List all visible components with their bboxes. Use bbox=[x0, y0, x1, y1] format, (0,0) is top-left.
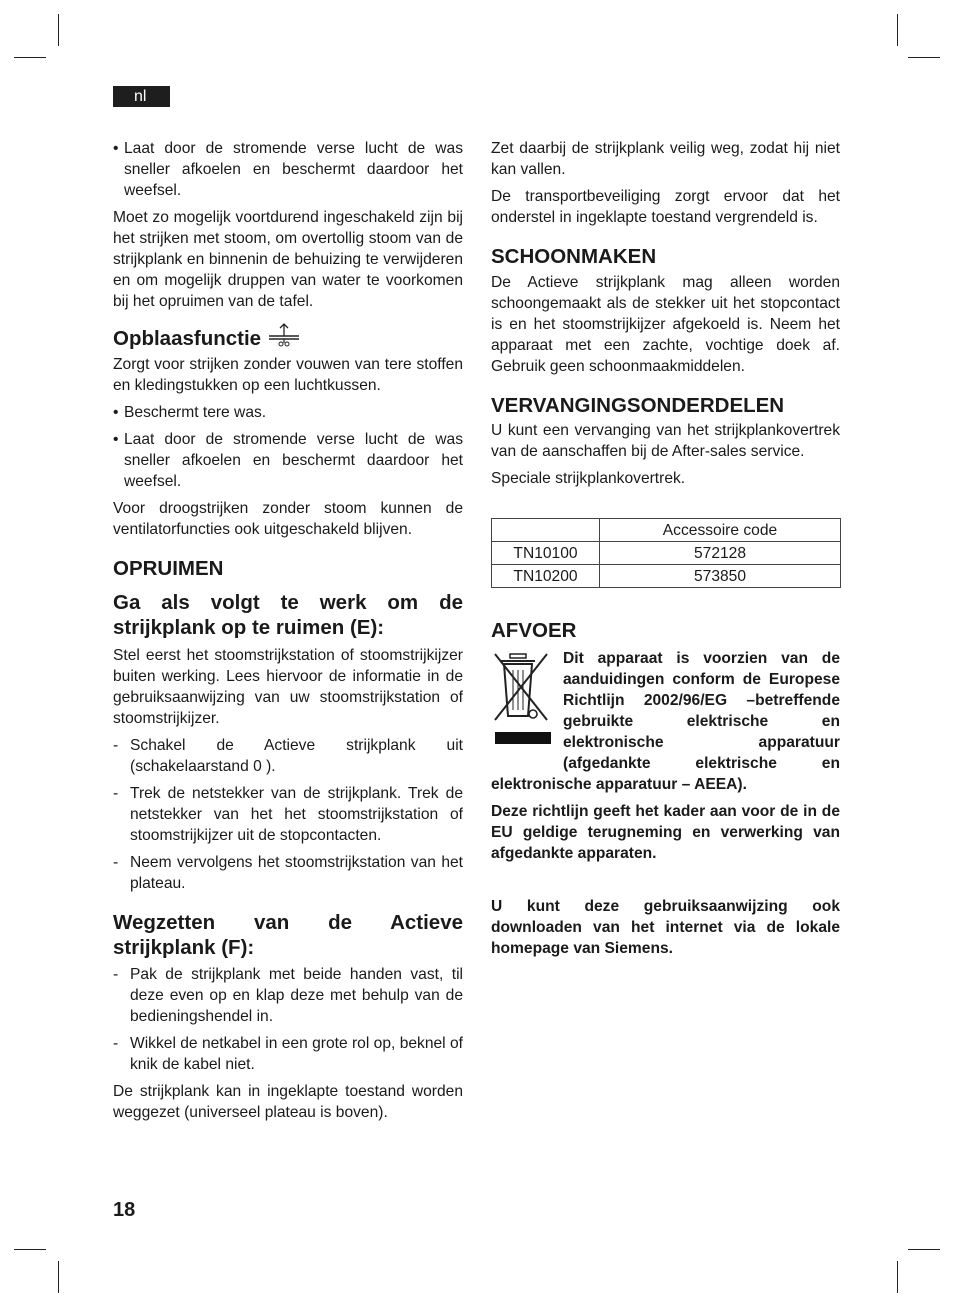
table-cell: Accessoire code bbox=[600, 519, 841, 542]
table-row bbox=[492, 542, 841, 565]
paragraph: Voor droogstrijken zonder stoom kunnen de ventilatorfuncties ook uitgeschakeld blijven. bbox=[113, 500, 463, 538]
heading-afvoer: AFVOER bbox=[491, 619, 577, 642]
weee-text: Dit apparaat is voorzien van de aanduidingen conform de Europese Richtlijn 2002/96/EG –betreffende gebruikte elektrische en elektronische apparatuur (afgedankte elektrische en elektronische apparatuur – AEEA). bbox=[491, 650, 840, 793]
heading-schoonmaken: SCHOONMAKEN bbox=[491, 245, 657, 268]
crop-mark bbox=[908, 57, 940, 58]
right-column bbox=[491, 138, 840, 965]
weee-directive-text: Deze richtlijn geeft het kader aan voor de in de EU geldige terugneming en verwerking van afgedankte apparaten. bbox=[491, 803, 840, 862]
paragraph: U kunt een vervanging van het strijkplankovertrek van de aanschaffen bij de After-sales service. bbox=[491, 422, 840, 460]
bullet-item: • Laat door de stromende verse lucht de was sneller afkoelen en beschermt daardoor het weefsel. bbox=[113, 140, 463, 199]
dash-item: - Neem vervolgens het stoomstrijkstation van het plateau. bbox=[113, 854, 463, 892]
download-text: U kunt deze gebruiksaanwijzing ook downloaden van het internet via de lokale homepage van Siemens. bbox=[491, 898, 840, 957]
crop-mark bbox=[58, 14, 59, 46]
crop-mark bbox=[908, 1249, 940, 1250]
table-cell: 572128 bbox=[600, 542, 841, 565]
accessory-table bbox=[491, 518, 841, 588]
paragraph: Zet daarbij de strijkplank veilig weg, zodat hij niet kan vallen. bbox=[491, 140, 840, 178]
bullet-item: • Beschermt tere was. bbox=[113, 404, 267, 421]
page-number: 18 bbox=[113, 1199, 136, 1221]
paragraph: De Actieve strijkplank mag alleen worden schoongemaakt als de stekker uit het stopcontact is en het stoomstrijkijzer afgekoeld is. Neem het apparaat met een zachte, vochtige doek af. Gebruik geen schoonmaakmiddelen. bbox=[491, 274, 840, 375]
table-cell bbox=[492, 519, 600, 542]
crop-mark bbox=[14, 57, 46, 58]
table-row bbox=[492, 565, 841, 588]
heading-vervangingsonderdelen: VERVANGINGSONDERDELEN bbox=[491, 394, 785, 417]
dash-item: - Trek de netstekker van de strijkplank. Trek de netstekker van het het stoomstrijkstation of stoomstrijkijzer uit de stopcontacten. bbox=[113, 785, 463, 844]
crop-mark bbox=[58, 1261, 59, 1293]
heading-opblaasfunctie: Opblaasfunctie bbox=[113, 326, 463, 351]
section-opblaasfunctie bbox=[113, 326, 463, 351]
heading-opruimen-steps: Ga als volgt te werk om de strijkplank op te ruimen (E): bbox=[113, 591, 463, 639]
crop-mark bbox=[14, 1249, 46, 1250]
left-column bbox=[113, 138, 463, 1129]
paragraph: De strijkplank kan in ingeklapte toestand worden weggezet (universeel plateau is boven). bbox=[113, 1083, 463, 1121]
table-header-row bbox=[492, 519, 841, 542]
inflate-icon bbox=[267, 322, 301, 348]
dash-item: - Pak de strijkplank met beide handen vast, til deze even op en klap deze met behulp van de bedieningshendel in. bbox=[113, 966, 463, 1025]
heading-opruimen: OPRUIMEN bbox=[113, 557, 224, 580]
paragraph: Stel eerst het stoomstrijkstation of stoomstrijkijzer buiten werking. Lees hiervoor de informatie in de gebruiksaanwijzing van uw stoomstrijkstation of stoomstrijkijzer. bbox=[113, 647, 463, 727]
table-cell: 573850 bbox=[600, 565, 841, 588]
paragraph: Speciale strijkplankovertrek. bbox=[491, 470, 686, 487]
paragraph: De transportbeveiliging zorgt ervoor dat het onderstel in ingeklapte toestand vergrendeld is. bbox=[491, 188, 840, 226]
language-tab: nl bbox=[113, 86, 170, 107]
heading-wegzetten: Wegzetten van de Actieve strijkplank (F): bbox=[113, 911, 463, 959]
weee-block bbox=[491, 648, 840, 864]
dash-item: - Wikkel de netkabel in een grote rol op, beknel of knik de kabel niet. bbox=[113, 1035, 463, 1073]
paragraph: Moet zo mogelijk voortdurend ingeschakeld zijn bij het strijken met stoom, om overtollig stoom van de strijkplank en binnenin de behuizing te verwijderen en om mogelijk druppen van water te voorkomen bij het opruimen van de tafel. bbox=[113, 209, 463, 310]
crop-mark bbox=[897, 14, 898, 46]
dash-item: - Schakel de Actieve strijkplank uit (schakelaarstand 0 ). bbox=[113, 737, 463, 775]
bullet-item: • Laat door de stromende verse lucht de was sneller afkoelen en beschermt daardoor het weefsel. bbox=[113, 431, 463, 490]
crop-mark bbox=[897, 1261, 898, 1293]
table-cell: TN10100 bbox=[492, 542, 600, 565]
table-cell: TN10200 bbox=[492, 565, 600, 588]
weee-bin-icon bbox=[491, 650, 553, 750]
paragraph: Zorgt voor strijken zonder vouwen van tere stoffen en kledingstukken op een luchtkussen. bbox=[113, 356, 463, 394]
